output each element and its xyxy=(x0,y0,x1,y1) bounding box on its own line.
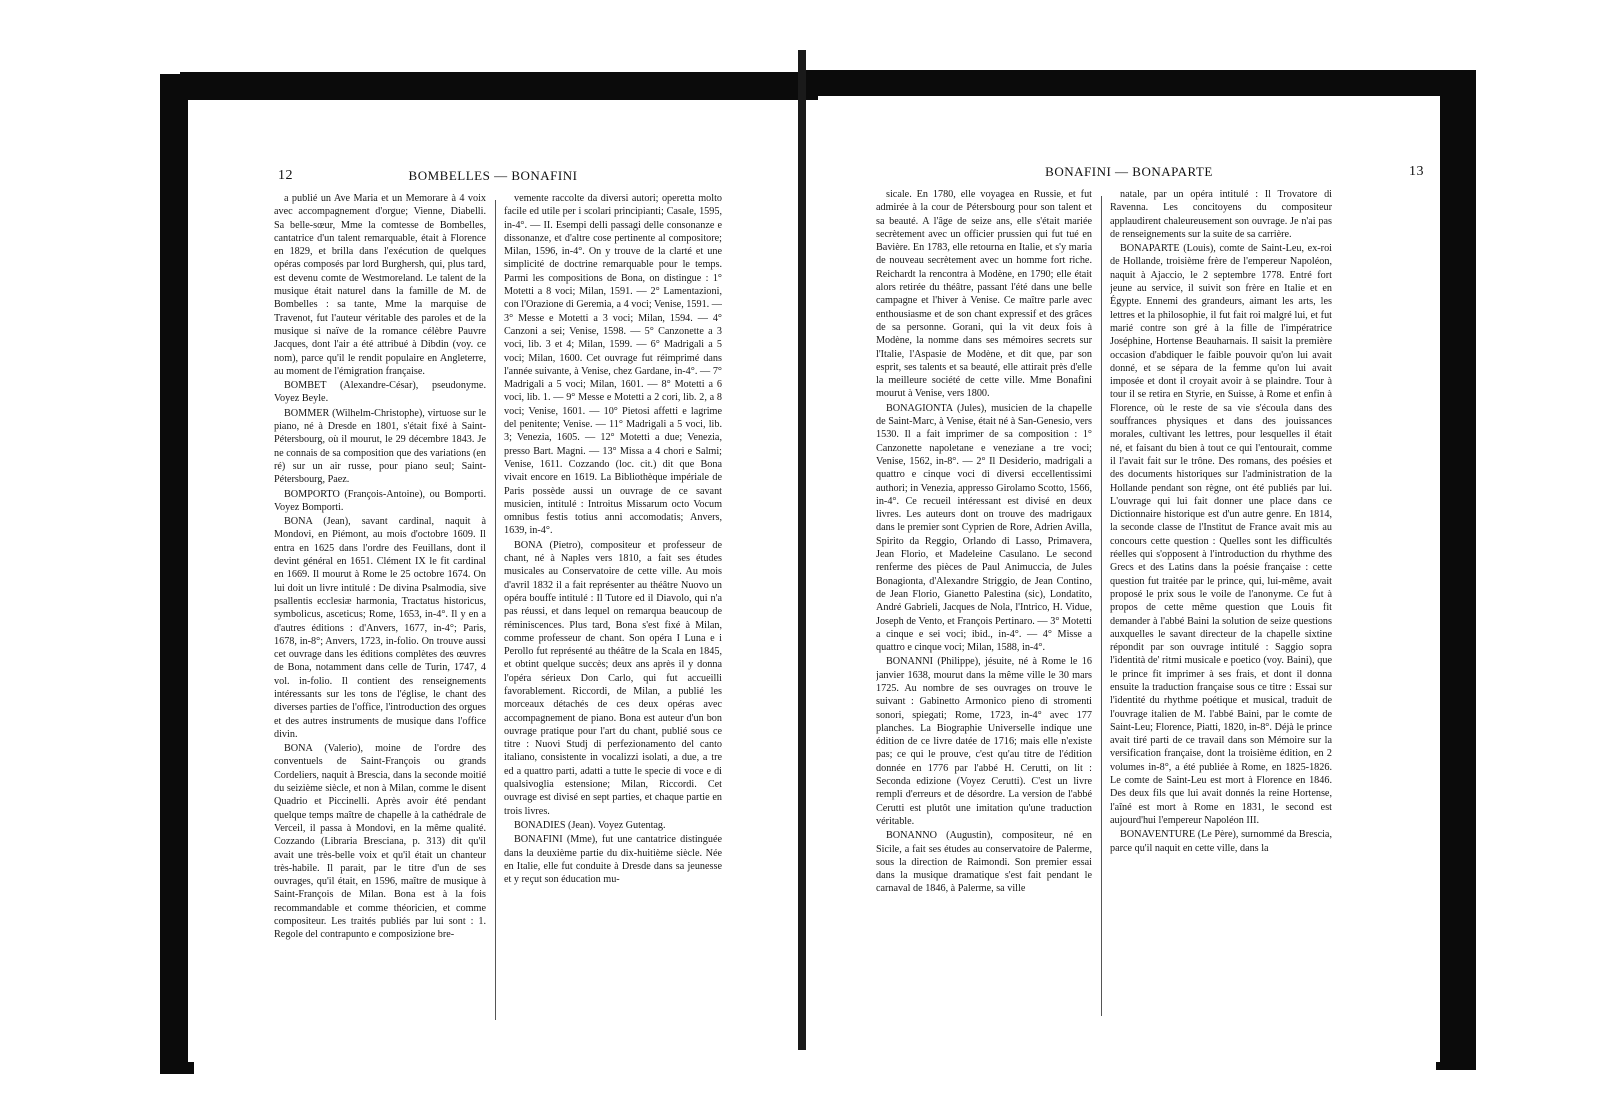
paragraph: a publié un Ave Maria et un Memorare à 4 voix avec accompagnement d'orgue; Vienne, Diabelli. Sa belle-sœur, Mme la comtesse de Bombelles, cantatrice d'un talent remarquable, était à Florence en 1829, et brilla dans l'exécution de quelques opéras composés par lord Burghersh, qui, plus tard, est devenu comte de Westmoreland. Le talent de la musique était naturel dans la famille de M. de Bombelles : sa tante, Mme la marquise de Travenot, fut l'auteur véritable des paroles et de la musique si naïve de la romance célèbre Pauvre Jacques, dont l'air a été attribué à Dibdin (voy. ce nom), parce qu'il le rendit populaire en Angleterre, au moment de l'émigration française. xyxy=(274,193,486,377)
entry-bomporto: BOMPORTO (François-Antoine), ou Bomporti. Voyez Bomporti. xyxy=(274,488,486,513)
scan-border-right xyxy=(1436,70,1476,1070)
right-page xyxy=(818,96,1440,1062)
entry-bonaventure: BONAVENTURE (Le Père), surnommé da Brescia, parce qu'il naquit en cette ville, dans la xyxy=(1110,829,1332,854)
column-rule xyxy=(1101,196,1102,1016)
entry-bonafini: BONAFINI (Mme), fut une cantatrice distinguée dans la deuxième partie du dix-huitième siècle. Née en Italie, elle fut conduite à Dresde dans sa jeunesse et y reçut son éducation mu- xyxy=(504,834,722,886)
entry-bombet: BOMBET (Alexandre-César), pseudonyme. Voyez Beyle. xyxy=(274,380,486,405)
entry-bona-pietro: BONA (Pietro), compositeur et professeur de chant, né à Naples vers 1810, a fait ses études musicales au Conservatoire de cette ville. Au mois d'avril 1832 il a fait représenter au théâtre Nuovo un opéra bouffe intitulé : Il Tutore ed il Diavolo, qui n'a pas réussi, et dans lequel on remarqua beaucoup de réminiscences. Plus tard, Bona s'est fixé à Milan, comme professeur de chant. Son opéra I Luna e i Perollo fut représenté au théâtre de la Scala en 1845, et obtint quelque succès; deux ans après il y donna l'opéra sérieux Don Carlo, qui fut accueilli favorablement. Riccordi, de Milan, a publié les morceaux détachés de ces deux opéras avec accompagnement de piano. Bona est auteur d'un bon ouvrage pratique pour l'art du chant, publié sous ce titre : Nuovi Studj di perfezionamento del canto italiano, consistente in vocalizzi isolati, a due, a tre ed a quattro parti, adatti a tutte le specie di voce e di qualsivoglia estensione; Milan, Riccordi. Cet ouvrage est divisé en sept parties, et chaque partie en trois livres. xyxy=(504,539,722,817)
entry-bonaparte: BONAPARTE (Louis), comte de Saint-Leu, ex-roi de Hollande, troisième frère de l'empereur Napoléon, naquit à Ajaccio, le 2 septembre 1778. Entré fort jeune au service, il suivit son frère en Italie et en Égypte. Ennemi des grandeurs, aimant les arts, les lettres et la philosophie, il fut fait roi malgré lui, et fut marié contre son gré à la fille de l'impératrice Joséphine, Hortense Beauharnais. Il saisit la première occasion d'abdiquer le faible pouvoir qu'on lui avait donné, et se sépara de la femme qu'on lui avait imposée et dont il croyait avoir à se plaindre. Tour à tour il se retira en Styrie, en Suisse, à Rome et enfin à Florence, où le reste de sa vie s'écoula dans des souffrances physiques et dans des jouissances morales, cultivant les lettres, pour lesquelles il était né, et faisant du bien à tout ce qui l'entourait, comme il l'avait fait sur le trône. Des romans, des poésies et des documents historiques sur l'administration de la Hollande pendant son règne, ont été publiés par lui. L'ouvrage qui lui fait donner une place dans ce Dictionnaire historique est d'un autre genre. En 1814, la seconde classe de l'Institut de France avait mis au concours cette question : Quelles sont les difficultés réelles qui s'opposent à l'introduction du rhythme des Grecs et des Latins dans la poésie française : cette question fut traitée par le prince, qui, lui-même, avait proposé le prix sous le voile de l'anonyme. Ce fut à propos de cette même question que Louis fit demander à l'abbé Baini la solution de seize questions auxquelles le savant directeur de la chapelle sixtine répondit par son ouvrage intitulé : Saggio sopra l'identità de' ritmi musicale e poetico (voy. Baini), que le prince fit imprimer à ses frais, et dont il donna ensuite la traduction française sous ce titre : Essai sur l'identité du rhythme poétique et musical, traduit de l'ouvrage italien de M. l'abbé Baini, par le comte de Saint-Leu; Florence, Piatti, 1820, in-8°. Déjà le prince avait tiré parti de ce travail dans son Mémoire sur la versification française, dont la troisième édition, en 2 volumes in-8°, a été publiée à Rome, en 1825-1826. Le comte de Saint-Leu est mort à Florence en 1846. Des deux fils que lui avait donnés la reine Hortense, l'aîné est mort à Rome en 1831, le second est aujourd'hui l'empereur Napoléon III. xyxy=(1110,243,1332,826)
left-column-1 xyxy=(274,192,486,1022)
entry-bona-jean: BONA (Jean), savant cardinal, naquit à Mondovi, en Piémont, au mois d'octobre 1609. Il entra en 1625 dans l'ordre des Feuillans, dont il devint général en 1651. Clément IX le fit cardinal en 1669. Il mourut à Rome le 25 octobre 1674. On lui doit un livre intitulé : De divina Psalmodia, sive psallentis ecclesiæ harmonia, Tractatus historicus, symbolicus, asceticus; Rome, 1653, in-4°. Il y en a d'autres éditions : d'Anvers, 1677, in-4°; Paris, 1678, in-8°; Anvers, 1723, in-folio. On trouve aussi cet ouvrage dans les éditions complètes des œuvres de Bona, notamment dans celle de Turin, 1747, 4 vol. in-folio. Il contient des renseignements intéressants sur les tons de l'église, le chant des diverses parties de l'office, l'introduction des orgues et des autres instruments de musique dans l'office divin. xyxy=(274,516,486,740)
left-running-title: BOMBELLES — BONAFINI xyxy=(408,168,578,183)
left-column-2 xyxy=(504,192,722,1022)
paragraph: vemente raccolte da diversi autori; operetta molto facile ed utile per i scolari principianti; Casale, 1595, in-4°. — II. Esempi delli passagi delle consonanze e dissonanze, et d'altre cose pertinente al compositore; Milan, 1596, in-4°. On y trouve de la clarté et une simplicité de doctrine remarquable pour le temps. Parmi les compositions de Bona, on distingue : 1° Motetti a 8 voci; Milan, 1591. — 2° Lamentazioni, con l'Orazione di Geremia, a 4 voci; Venise, 1591. — 3° Messe e Motetti a 3 voci; Milan, 1594. — 4° Canzoni a sei; Venise, 1598. — 5° Canzonette a 3 voci, lib. 3 et 4; Milan, 1599. — 6° Madrigali a 5 voci; Milan, 1600. Cet ouvrage fut réimprimé dans l'année suivante, à Venise, chez Gardane, in-4°. — 7° Madrigali a 5 voci; Milan, 1601. — 8° Motetti a 6 voci, lib. 1. — 9° Messe e Motetti a 2 cori, lib. 2, a 8 voci; Venise, 1601. — 10° Pietosi affetti e lagrime del penitente; Venise. — 11° Madrigali a 5 voci, lib. 3; Venezia, 1605. — 12° Motetti a due; Venezia, presso Bart. Magni. — 13° Missa a 4 chori e Salmi; Venise, 1611. Cozzando (loc. cit.) dit que Bona vivait encore en 1619. La Bibliothèque impériale de Paris possède aussi un ouvrage de ce savant musicien, intitulé : Introitus Missarum octo Vocum omnibus festis totius anni accomodatis; Anvers, 1639, in-4°. xyxy=(504,193,722,537)
column-rule xyxy=(495,200,496,1020)
entry-bonanni: BONANNI (Philippe), jésuite, né à Rome le 16 janvier 1638, mourut dans la même ville le 30 mars 1725. Au nombre de ses ouvrages on trouve le suivant : Gabinetto Armonico pieno di stromenti sonori, spiegati; Rome, 1723, in-4° avec 177 planches. La Biographie Universelle indique une édition de ce livre datée de 1716; mais elle n'existe pas; ce qui le prouve, c'est qu'au titre de l'édition donnée en 1776 par l'abbé H. Cerutti, on lit : Seconda edizione (Voyez Cerutti). C'est un livre rempli d'erreurs et de désordre. La version de l'abbé Cerutti est plutôt une imitation qu'une traduction véritable. xyxy=(876,656,1092,827)
paragraph: natale, par un opéra intitulé : Il Trovatore di Ravenna. Les concitoyens du compositeur applaudirent chaleureusement son ouvrage. Je n'ai pas de renseignements sur la suite de sa carrière. xyxy=(1110,189,1332,240)
entry-bonanno: BONANNO (Augustin), compositeur, né en Sicile, a fait ses études au conservatoire de Palerme, sous la direction de Raimondi. Son premier essai dans la musique dramatique s'est fait pendant le carnaval de 1846, à Palerme, sa ville xyxy=(876,830,1092,895)
left-page-number: 12 xyxy=(278,168,293,183)
right-running-title: BONAFINI — BONAPARTE xyxy=(1045,164,1213,179)
right-page-number: 13 xyxy=(1409,164,1424,179)
entry-bonadies: BONADIES (Jean). Voyez Gutentag. xyxy=(514,819,666,831)
right-column-2 xyxy=(1110,188,1332,1018)
left-page xyxy=(188,100,798,1062)
right-column-1 xyxy=(876,188,1092,1018)
paragraph: sicale. En 1780, elle voyagea en Russie, et fut admirée à la cour de Pétersbourg pour son talent et sa beauté. A l'âge de seize ans, elle s'était mariée secrètement avec un officier prussien qui fut tué en Bavière. En 1783, elle retourna en Italie, et s'y maria de nouveau secrètement avec un homme fort riche. Reichardt la rencontra à Modène, en 1790; elle était alors retirée du théâtre, passant l'été dans une belle campagne et l'hiver à Venise. Ce maître parle avec enthousiasme et de son chant expressif et des grâces de sa personne. Gorani, qui la vit deux fois à Modène, la nomme dans ses mémoires secrets sur l'Italie, l'Aspasie de Modène, et dit que, par son esprit, ses talents et sa beauté, elle attirait près d'elle la meilleure société de cette ville. Mme Bonafini mourut à Venise, vers 1800. xyxy=(876,189,1092,400)
entry-bommer: BOMMER (Wilhelm-Christophe), virtuose sur le piano, né à Dresde en 1801, s'était fixé à Saint-Pétersbourg, où il mourut, le 29 décembre 1843. Je ne connais de sa composition que des variations (en ré) sur un air russe, pour piano seul; Saint-Pétersbourg, Paez. xyxy=(274,407,486,486)
book-gutter xyxy=(798,50,806,1050)
left-page-header xyxy=(188,168,798,188)
right-page-header xyxy=(818,164,1440,184)
entry-bona-valerio: BONA (Valerio), moine de l'ordre des conventuels de Saint-François ou grands Cordeliers, naquit à Brescia, dans la seconde moitié du seizième siècle, et non à Milan, comme le disent Quadrio et Piccinelli. Après avoir été pendant quelque temps maître de chapelle à la cathédrale de Verceil, il passa à Mondovi, en la même qualité. Cozzando (Libraria Bresciana, p. 313) dit qu'il avait une très-belle voix et qu'il était un chanteur très-habile. Il parait, par le titre d'un de ses ouvrages, qu'il était, en 1596, maître de musique à Saint-François de Milan. Bona est à la fois recommandable et comme théoricien, et comme compositeur. Les traités publiés par lui sont : 1. Regole del contrapunto e composizione bre- xyxy=(274,743,486,941)
entry-bonagionta: BONAGIONTA (Jules), musicien de la chapelle de Saint-Marc, à Venise, était né à San-Genesio, vers 1530. Il a fait imprimer de sa composition : 1° Canzonette napoletane e veneziane a tre voci; Venise, 1562, in-8°. — 2° Il Desiderio, madrigali a quattro e cinque voci di diversi eccellentissimi authori; in Venezia, appresso Girolamo Scotto, 1566, in-4°. Ce recueil intéressant est divisé en deux livres. Les auteurs dont on trouve des madrigaux dans le premier sont Cyprien de Rore, Adrien Avilla, Spirito da Reggio, Orlando di Lasso, Primavera, Jean Florio, et Madeleine Casulano. Le second renferme des pièces de Paul Animuccia, de Jules Bonagionta, d'Alexandre Striggio, de Jean Contino, de Jean Florio, Gianetto Palestina (sic), Londatito, André Gabrieli, Jacques de Nola, l'Intrico, H. Vidue, Joseph de Vento, et François Pertinaro. — 3° Motetti a cinque e sei voci; ibid., in-4°. — 4° Misse a quattro e cinque voci; Milan, 1588, in-4°. xyxy=(876,402,1092,654)
